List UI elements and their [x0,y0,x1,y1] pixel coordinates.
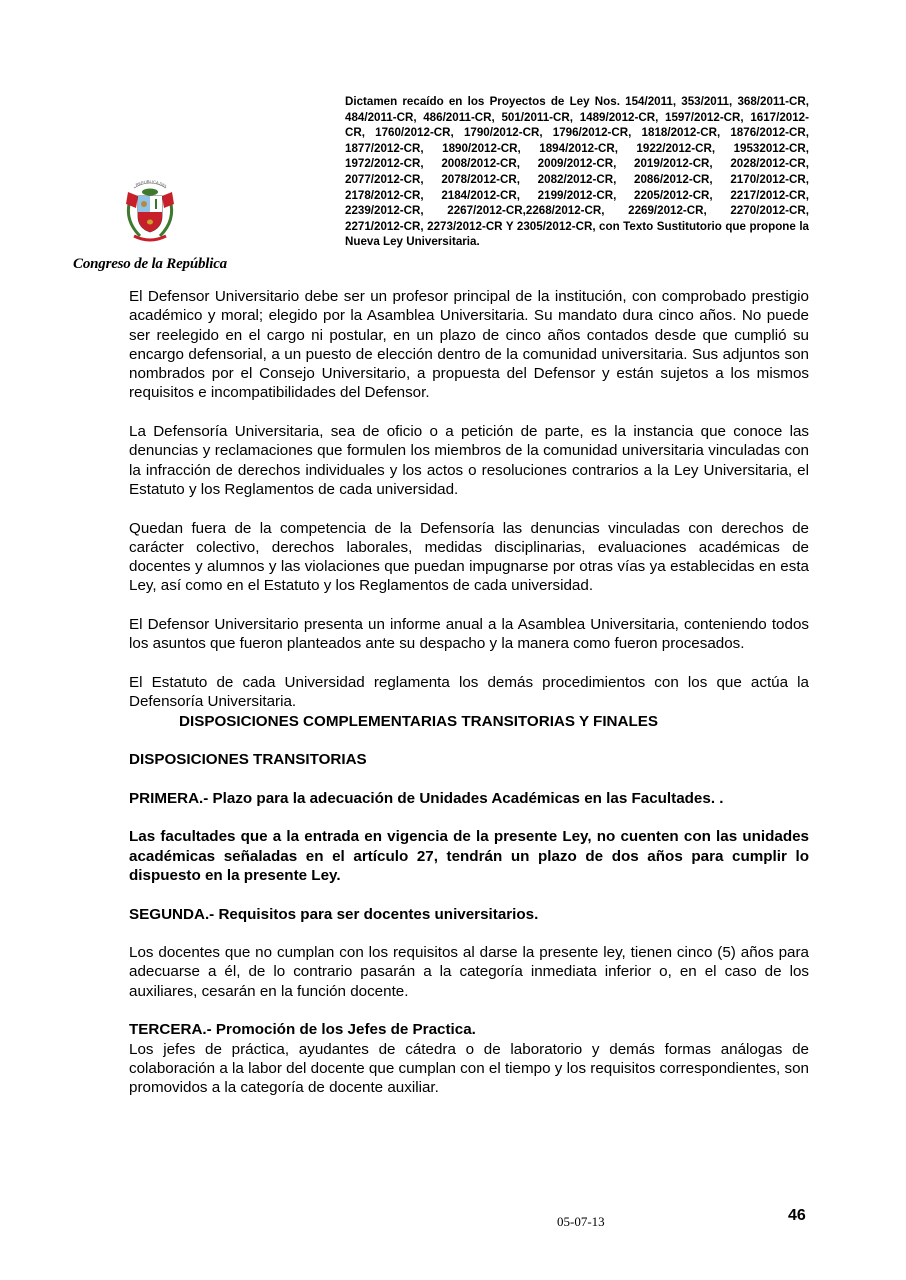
institution-name: Congreso de la República [73,256,227,272]
dictamen-title: Dictamen recaído en los Proyectos de Ley Nos. 154/2011, 353/2011, 368/2011-CR, 484/2011-CR, 486/2011-CR, 501/2011-CR, 1489/2012-CR, 1597/2012-CR, 1617/2012-CR, 1760/2012-CR, 1790/2012-CR, 1796/2012-CR, 1818/2012-CR, 1876/2012-CR, 1877/2012-CR, 1890/2012-CR, 1894/2012-CR, 1922/2012-CR, 19532012-CR, 1972/2012-CR, 2008/2012-CR, 2009/2012-CR, 2019/2012-CR, 2028/2012-CR, 2077/2012-CR, 2078/2012-CR, 2082/2012-CR, 2086/2012-CR, 2170/2012-CR, 2178/2012-CR, 2184/2012-CR, 2199/2012-CR, 2205/2012-CR, 2217/2012-CR, 2239/2012-CR, 2267/2012-CR,2268/2012-CR, 2269/2012-CR, 2270/2012-CR, 2271/2012-CR, 2273/2012-CR Y 2305/2012-CR, con Texto Sustitutorio que propone la Nueva Ley Universitaria. [345,95,809,249]
paragraph-informe: El Defensor Universitario presenta un informe anual a la Asamblea Universitaria, conteniendo todos los asuntos que fueron planteados ante su despacho y la manera como fueron procesados. [129,616,809,653]
coat-of-arms-icon [120,178,180,248]
provision-tercera-text: Los jefes de práctica, ayudantes de cátedra o de laboratorio y demás formas análogas de colaboración a la labor del docente que cumplan con el tiempo y los requisitos correspondientes, son promovidos a la categoría de docente auxiliar. [129,1040,809,1097]
section-heading: DISPOSICIONES COMPLEMENTARIAS TRANSITORIAS Y FINALES [179,712,659,730]
footer-date: 05-07-13 [557,1214,605,1229]
institution-logo [60,178,240,273]
document-body [129,287,809,1117]
svg-text:REPUBLICA DEL PERU [120,178,169,189]
provision-segunda-title: SEGUNDA.- Requisitos para ser docentes universitarios. [129,905,539,923]
provision-primera-title: PRIMERA.- Plazo para la adecuación de Unidades Académicas en las Facultades. . [129,789,724,807]
paragraph-competencia: Quedan fuera de la competencia de la Defensoría las denuncias vinculadas con derechos de carácter colectivo, derechos laborales, medidas disciplinarias, evaluaciones académicas de docentes y alumnos y las violaciones que puedan impugnarse por otras vías ya establecidas en esta Ley, así como en el Estatuto y los Reglamentos de cada universidad. [129,519,809,595]
section-subheading: DISPOSICIONES TRANSITORIAS [129,751,367,769]
paragraph-estatuto: El Estatuto de cada Universidad reglamenta los demás procedimientos con los que actúa la Defensoría Universitaria. [129,673,809,711]
provision-primera-text: Las facultades que a la entrada en vigencia de la presente Ley, no cuenten con las unidades académicas señaladas en el artículo 27, tendrán un plazo de dos años para cumplir lo dispuesto en la presente Ley. [129,828,809,884]
paragraph-defensor: El Defensor Universitario debe ser un profesor principal de la institución, con comprobado prestigio académico y moral; elegido por la Asamblea Universitaria. Su mandato dura cinco años. No puede ser reelegido en el cargo ni postular, en un plazo de cinco años contados desde que cumplió su encargo defensorial, a un puesto de elección dentro de la comunidad universitaria. Sus adjuntos son nombrados por el Consejo Universitario, a propuesta del Defensor y están sujetos a los mismos requisitos e incompatibilidades del Defensor. [129,288,809,402]
seal-text: REPUBLICA DEL [134,178,169,189]
page-number: 46 [788,1207,806,1224]
paragraph-defensoria: La Defensoría Universitaria, sea de oficio o a petición de parte, es la instancia que conoce las denuncias y reclamaciones que formulen los miembros de la comunidad universitaria vinculadas con la infracción de derechos individuales y los actos o resoluciones contrarios a la Ley Universitaria, el Estatuto y los Reglamentos de cada universidad. [129,423,809,498]
provision-segunda-text: Los docentes que no cumplan con los requisitos al darse la presente ley, tienen cinco (5) años para adecuarse a él, de lo contrario pasarán a la categoría inmediata inferior o, en el caso de los auxiliares, cesarán en la función docente. [129,944,809,1000]
provision-tercera-title: TERCERA.- Promoción de los Jefes de Practica. [129,1021,476,1039]
